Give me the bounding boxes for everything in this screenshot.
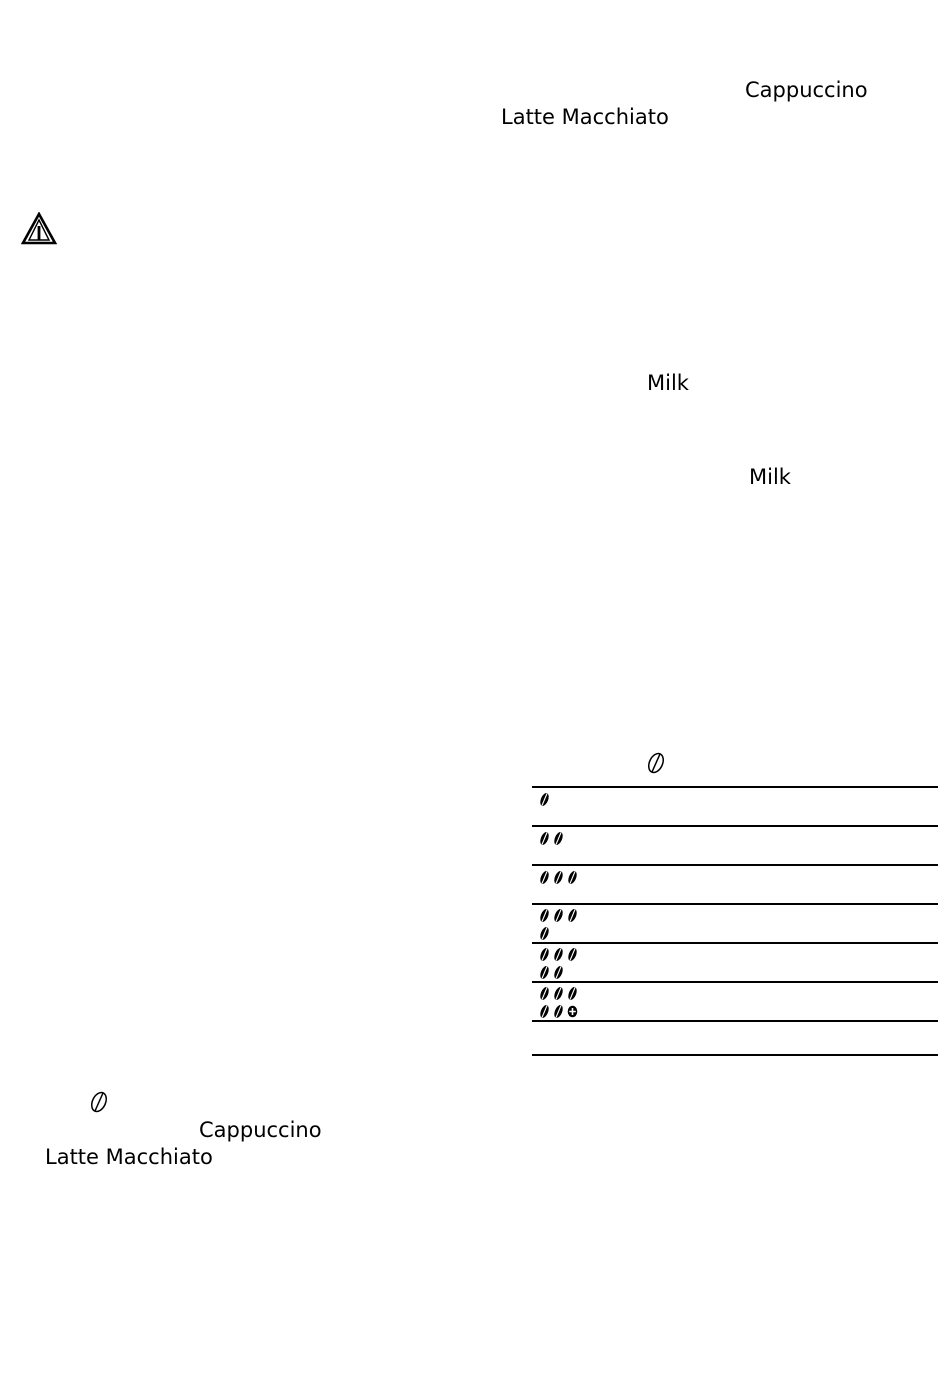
table-row bbox=[532, 903, 938, 942]
bean-strength-2 bbox=[539, 831, 564, 849]
table-row bbox=[532, 864, 938, 903]
cappuccino-label-left: Cappuccino bbox=[199, 1118, 322, 1142]
bean-plus-icon bbox=[567, 1004, 578, 1019]
bean-strength-3 bbox=[539, 870, 578, 888]
latte-macchiato-label-right: Latte Macchiato bbox=[501, 105, 669, 129]
bean-icon bbox=[539, 870, 550, 885]
cappuccino-label-right: Cappuccino bbox=[745, 78, 868, 102]
bean-icon bbox=[553, 947, 564, 962]
bean-icon bbox=[553, 831, 564, 846]
bean-icon bbox=[539, 908, 550, 923]
milk-label-2: Milk bbox=[749, 465, 791, 489]
warning-triangle-icon bbox=[21, 212, 57, 245]
table-row bbox=[532, 786, 938, 825]
bean-icon bbox=[567, 908, 578, 923]
bean-icon bbox=[539, 986, 550, 1001]
bean-strength-5 bbox=[539, 947, 578, 983]
bean-strength-4 bbox=[539, 908, 578, 944]
bean-outline-icon bbox=[89, 1090, 109, 1114]
bean-icon bbox=[567, 870, 578, 885]
bean-icon bbox=[553, 965, 564, 980]
bean-outline-icon bbox=[646, 751, 666, 775]
bean-icon bbox=[553, 986, 564, 1001]
bean-icon bbox=[539, 792, 550, 807]
bean-icon bbox=[567, 986, 578, 1001]
bean-icon bbox=[567, 947, 578, 962]
milk-label-1: Milk bbox=[647, 371, 689, 395]
bean-icon bbox=[539, 926, 550, 941]
latte-macchiato-label-left: Latte Macchiato bbox=[45, 1145, 213, 1169]
bean-icon bbox=[539, 1004, 550, 1019]
table-row bbox=[532, 1020, 938, 1056]
bean-strength-6-plus bbox=[539, 986, 578, 1022]
bean-icon bbox=[553, 1004, 564, 1019]
table-row bbox=[532, 942, 938, 981]
bean-strength-1 bbox=[539, 792, 550, 810]
table-row bbox=[532, 981, 938, 1020]
table-row bbox=[532, 825, 938, 864]
bean-icon bbox=[539, 947, 550, 962]
coffee-strength-table bbox=[532, 786, 938, 1056]
bean-icon bbox=[553, 908, 564, 923]
bean-icon bbox=[553, 870, 564, 885]
bean-icon bbox=[539, 831, 550, 846]
bean-icon bbox=[539, 965, 550, 980]
